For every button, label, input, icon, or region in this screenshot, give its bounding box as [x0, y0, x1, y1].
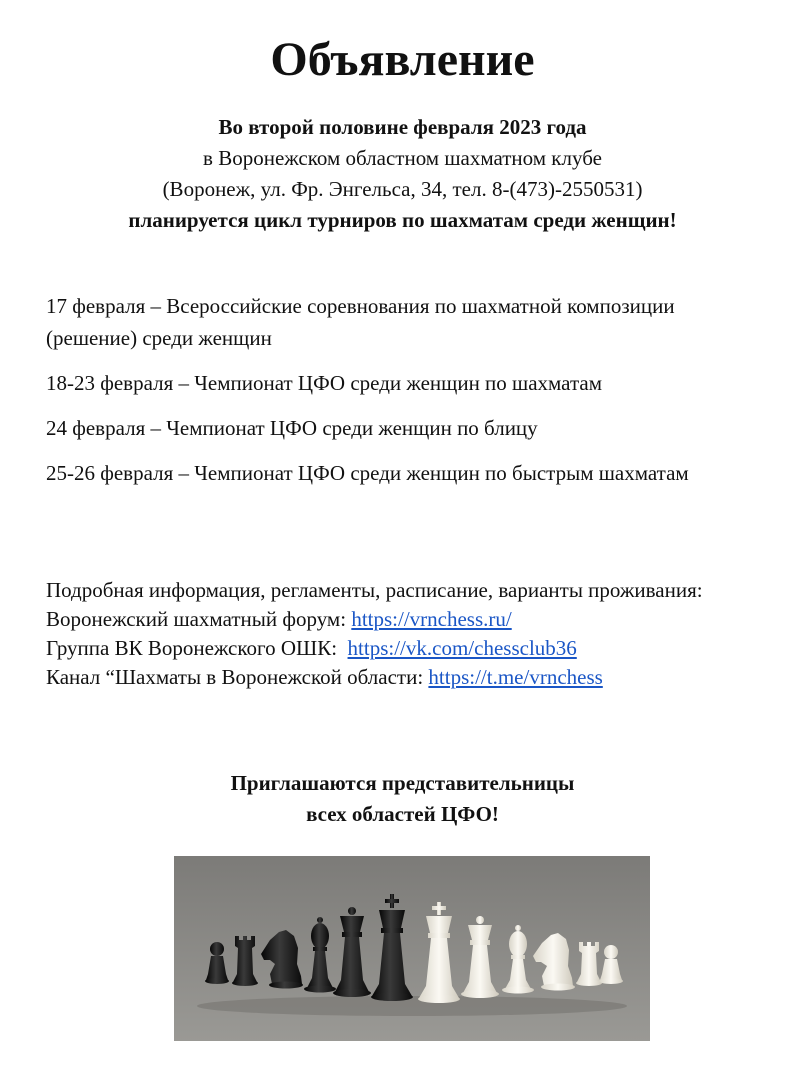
forum-link[interactable]: https://vrnchess.ru/ — [351, 607, 512, 631]
chess-pieces-photo — [174, 856, 650, 1041]
invitation-line: Приглашаются представительницы — [230, 771, 575, 795]
forum-line — [46, 605, 766, 634]
event-item: 18-23 февраля – Чемпионат ЦФО среди женщин по шахматам — [46, 371, 603, 395]
info-heading: Подробная информация, регламенты, расписание, варианты проживания: — [46, 578, 703, 602]
invitation — [0, 768, 805, 830]
vk-label: Группа ВК Воронежского ОШК: — [46, 636, 348, 660]
telegram-label: Канал “Шахматы в Воронежской области: — [46, 665, 429, 689]
info-block — [46, 576, 766, 692]
photo-shadow — [197, 996, 627, 1016]
vk-link[interactable]: https://vk.com/chessclub36 — [347, 636, 577, 660]
intro-venue-line: в Воронежском областном шахматном клубе — [203, 146, 602, 170]
event-list — [46, 290, 766, 502]
intro-block — [0, 112, 805, 236]
forum-label: Воронежский шахматный форум: — [46, 607, 352, 631]
intro-date-line: Во второй половине февраля 2023 года — [218, 115, 587, 139]
event-item: 25-26 февраля – Чемпионат ЦФО среди женщин по быстрым шахматам — [46, 461, 689, 485]
event-item: 24 февраля – Чемпионат ЦФО среди женщин по блицу — [46, 416, 538, 440]
telegram-link[interactable]: https://t.me/vrnchess — [428, 665, 603, 689]
intro-address-line: (Воронеж, ул. Фр. Энгельса, 34, тел. 8-(473)-2550531) — [162, 177, 643, 201]
telegram-line — [46, 663, 766, 692]
intro-plan-line: планируется цикл турниров по шахматам среди женщин! — [128, 208, 677, 232]
invitation-line: всех областей ЦФО! — [306, 802, 499, 826]
vk-line — [46, 634, 766, 663]
page-title: Объявление — [270, 33, 535, 86]
event-item: 17 февраля – Всероссийские соревнования по шахматной композиции (решение) среди женщин — [46, 294, 675, 350]
